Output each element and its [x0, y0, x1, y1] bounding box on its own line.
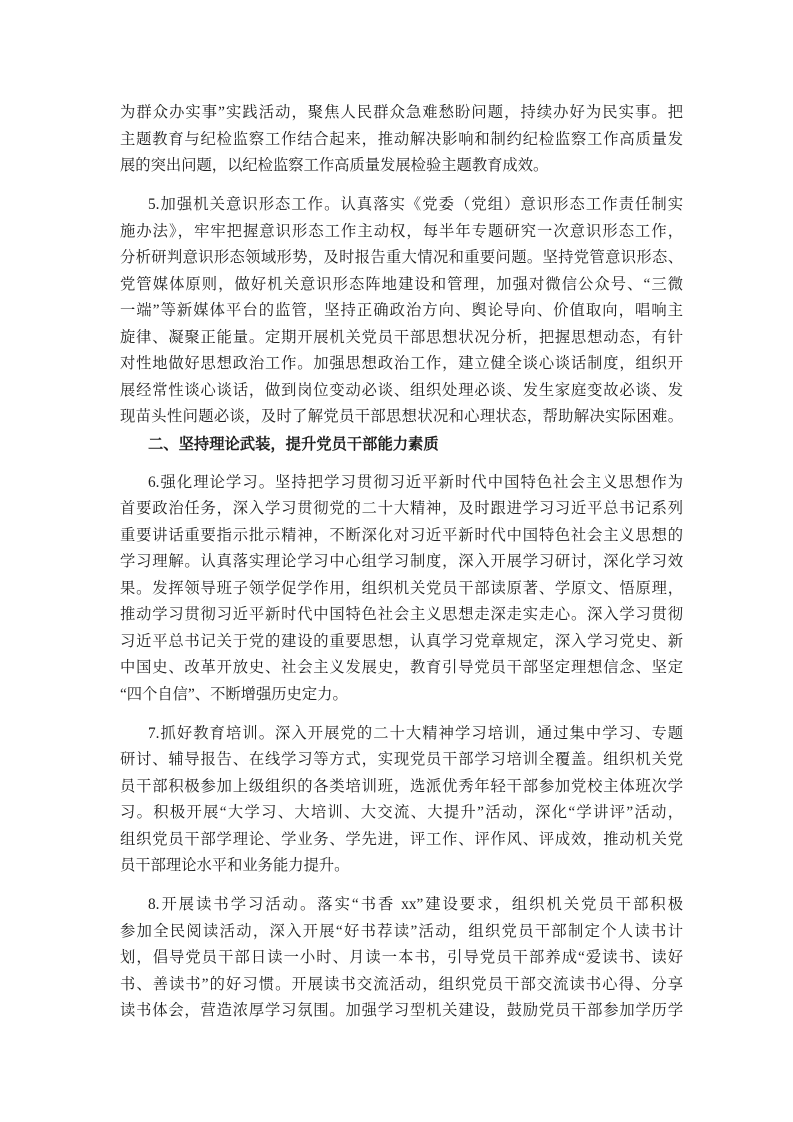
paragraph-item-5	[120, 192, 683, 431]
text-line: 果。发挥领导班子领学促学作用，组织机关党员干部读原著、学原文、悟原理，	[120, 579, 683, 597]
text-line: 施办法》，牢牢把握意识形态工作主动权，每半年专题研究一次意识形态工作，	[120, 222, 683, 240]
text-line: 读书体会，营造浓厚学习氛围。加强学习型机关建设，鼓励党员干部参加学历学	[120, 1002, 683, 1019]
paragraph-item-6	[120, 470, 683, 709]
text-line: 现苗头性问题必谈，及时了解党员干部思想状况和心理状态，帮助解决实际困难。	[120, 408, 683, 425]
text-line: 研讨、辅导报告、在线学习等方式，实现党员干部学习培训全覆盖。组织机关党	[120, 751, 683, 768]
text-line: 书、善读书”的好习惯。开展读书交流活动，组织党员干部交流读书心得、分享	[120, 975, 683, 993]
text-line: 一端”等新媒体平台的监管，坚持正确政治方向、舆论导向、价值取向，唱响主	[120, 302, 683, 319]
text-line: 展的突出问题，以纪检监察工作高质量发展检验主题教育成效。	[120, 157, 549, 174]
paragraph-item-7	[120, 721, 683, 880]
text-line: 中国史、改革开放史、社会主义发展史，教育引导党员干部坚定理想信念、坚定	[120, 659, 683, 676]
text-line: 党管媒体原则，做好机关意识形态阵地建设和管理，加强对微信公众号、“三微	[120, 275, 683, 293]
text-line: 展经常性谈心谈话，做到岗位变动必谈、组织处理必谈、发生家庭变故必谈、发	[120, 381, 683, 399]
text-line: 学习理解。认真落实理论学习中心组学习制度，深入开展学习研讨，深化学习效	[120, 553, 683, 570]
document-body	[120, 100, 683, 1025]
section-heading	[120, 431, 683, 458]
text-line: 对性地做好思想政治工作。加强思想政治工作，建立健全谈心谈话制度，组织开	[120, 355, 683, 372]
text-line: 为群众办实事”实践活动，聚焦人民群众急难愁盼问题，持续办好为民实事。把	[120, 104, 683, 121]
paragraph-continuation	[120, 100, 683, 180]
text-line: 习。积极开展“大学习、大培训、大交流、大提升”活动，深化“学讲评”活动，	[120, 804, 683, 821]
text-line: 主题教育与纪检监察工作结合起来，推动解决影响和制约纪检监察工作高质量发	[120, 130, 683, 148]
text-line: 首要政治任务，深入学习贯彻党的二十大精神，及时跟进学习习近平总书记系列	[120, 500, 683, 517]
text-line: 习近平总书记关于党的建设的重要思想，认真学习党章规定，深入学习党史、新	[120, 632, 683, 650]
text-line: 5.加强机关意识形态工作。认真落实《党委（党组）意识形态工作责任制实	[148, 196, 683, 213]
text-line: 旋律、凝聚正能量。定期开展机关党员干部思想状况分析，把握思想动态，有针	[120, 328, 683, 346]
section-heading-text: 二、坚持理论武装，提升党员干部能力素质	[148, 434, 439, 453]
paragraph-item-8	[120, 892, 683, 1025]
text-line: 8.开展读书学习活动。落实“书香 xx”建设要求，组织机关党员干部积极	[148, 896, 683, 913]
text-line: 分析研判意识形态领域形势，及时报告重大情况和重要问题。坚持党管意识形态、	[120, 249, 683, 266]
text-line: 6.强化理论学习。坚持把学习贯彻习近平新时代中国特色社会主义思想作为	[148, 473, 683, 491]
text-line: 重要讲话重要指示批示精神，不断深化对习近平新时代中国特色社会主义思想的	[120, 526, 683, 544]
text-line: 员干部理论水平和业务能力提升。	[120, 857, 350, 874]
text-line: 组织党员干部学理论、学业务、学先进，评工作、评作风、评成效，推动机关党	[120, 830, 683, 848]
text-line: 推动学习贯彻习近平新时代中国特色社会主义思想走深走实走心。深入学习贯彻	[120, 606, 683, 623]
text-line: “四个自信”、不断增强历史定力。	[120, 685, 348, 703]
text-line: 员干部积极参加上级组织的各类培训班，选派优秀年轻干部参加党校主体班次学	[120, 777, 683, 795]
text-line: 参加全民阅读活动，深入开展“好书荐读”活动，组织党员干部制定个人读书计	[120, 922, 683, 940]
text-line: 划，倡导党员干部日读一小时、月读一本书，引导党员干部养成“爱读书、读好	[120, 949, 683, 966]
text-line: 7.抓好教育培训。深入开展党的二十大精神学习培训，通过集中学习、专题	[148, 724, 683, 742]
